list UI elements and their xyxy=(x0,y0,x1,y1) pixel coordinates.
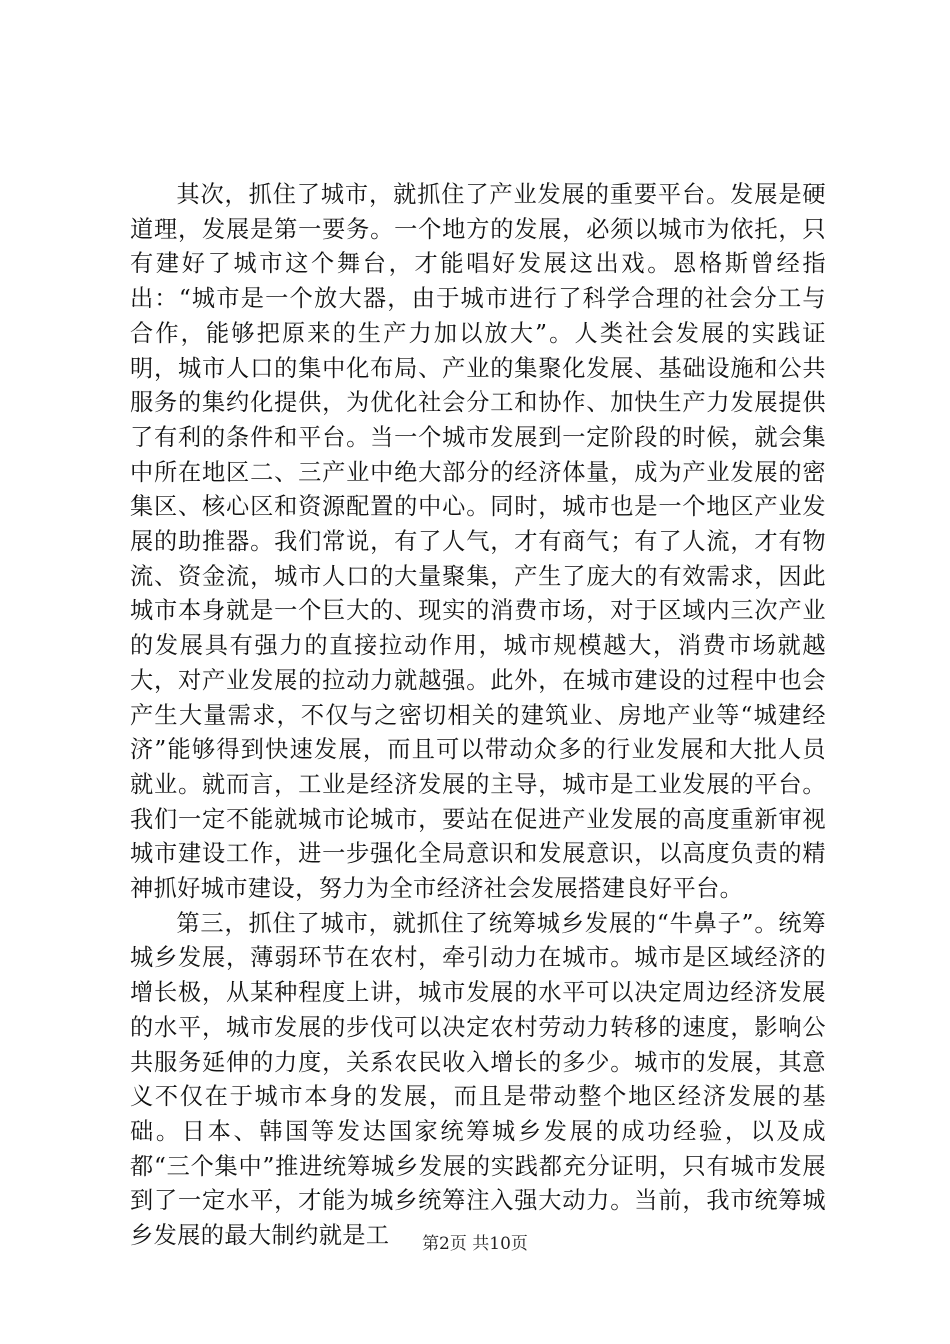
document-body xyxy=(130,178,826,1254)
paragraph-third-point: 第三，抓住了城市，就抓住了统筹城乡发展的“牛鼻子”。统筹城乡发展，薄弱环节在农村，牵引动力在城市。城市是区域经济的增长极，从某种程度上讲，城市发展的水平可以决定周边经济发展的水平，城市发展的步伐可以决定农村劳动力转移的速度，影响公共服务延伸的力度，关系农民收入增长的多少。城市的发展，其意义不仅在于城市本身的发展，而且是带动整个地区经济发展的基础。日本、韩国等发达国家统筹城乡发展的成功经验，以及成都“三个集中”推进统筹城乡发展的实践都充分证明，只有城市发展到了一定水平，才能为城乡统筹注入强大动力。当前，我市统筹城乡发展的最大制约就是工 xyxy=(130,909,826,1250)
paragraph-second-point: 其次，抓住了城市，就抓住了产业发展的重要平台。发展是硬道理，发展是第一要务。一个地方的发展，必须以城市为依托，只有建好了城市这个舞台，才能唱好发展这出戏。恩格斯曾经指出：“城市是一个放大器，由于城市进行了科学合理的社会分工与合作，能够把原来的生产力加以放大”。人类社会发展的实践证明，城市人口的集中化布局、产业的集聚化发展、基础设施和公共服务的集约化提供，为优化社会分工和协作、加快生产力发展提供了有利的条件和平台。当一个城市发展到一定阶段的时候，就会集中所在地区二、三产业中绝大部分的经济体量，成为产业发展的密集区、核心区和资源配置的中心。同时，城市也是一个地区产业发展的助推器。我们常说，有了人气，才有商气；有了人流，才有物流、资金流，城市人口的大量聚集，产生了庞大的有效需求，因此城市本身就是一个巨大的、现实的消费市场，对于区域内三次产业的发展具有强力的直接拉动作用，城市规模越大，消费市场就越大，对产业发展的拉动力就越强。此外，在城市建设的过程中也会产生大量需求，不仅与之密切相关的建筑业、房地产业等“城建经济”能够得到快速发展，而且可以带动众多的行业发展和大批人员就业。就而言，工业是经济发展的主导，城市是工业发展的平台。我们一定不能就城市论城市，要站在促进产业发展的高度重新审视城市建设工作，进一步强化全局意识和发展意识，以高度负责的精神抓好城市建设，努力为全市经济社会发展搭建良好平台。 xyxy=(130,181,826,903)
page-number-footer: 第2页 共10页 xyxy=(422,1234,528,1254)
